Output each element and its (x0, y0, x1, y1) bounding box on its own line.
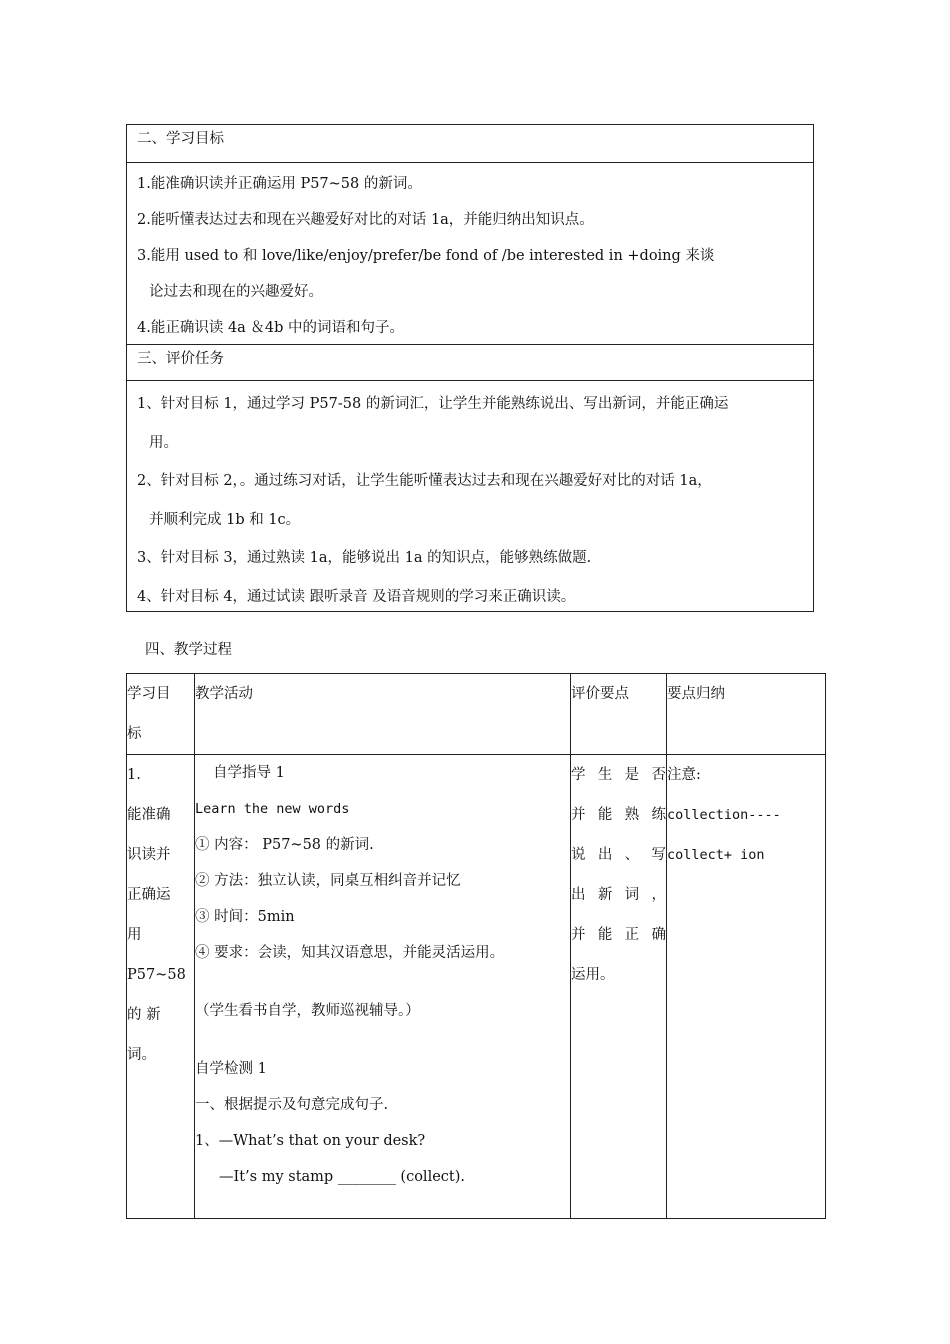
teacher-note: （学生看书自学，教师巡视辅导。） (195, 1003, 420, 1019)
table-header-row (127, 674, 826, 755)
header-activity (195, 674, 571, 755)
evaluation-line: 出 新 词 ， (571, 887, 666, 903)
exercise-title: 一、根据提示及句意完成句子. (195, 1097, 389, 1113)
guide-time: ③ 时间：5min (195, 909, 295, 925)
summary-line: 注意: (667, 767, 701, 783)
row1-activity (195, 755, 571, 1219)
spacer (195, 971, 570, 993)
header-evaluation (571, 674, 667, 755)
goal-line: 的 新 (127, 1007, 161, 1023)
evaluation-tasks-list (127, 381, 813, 616)
teaching-process-title: 四、教学过程 (145, 642, 232, 658)
goal-line: 1. (127, 767, 141, 783)
summary-line: collection---- (667, 807, 781, 823)
header-goal-line-1: 学习目 (127, 686, 171, 702)
table-row (127, 755, 826, 1219)
row1-evaluation (571, 755, 667, 1219)
goal-item-4: 4.能正确识读 4a ＆4b 中的词语和句子。 (137, 320, 405, 336)
goal-line: 识读并 (127, 847, 171, 863)
goal-line: 用 (127, 927, 142, 943)
question-1: 1、—What’s that on your desk? (195, 1133, 426, 1149)
evaluation-line: 说 出 、 写 (571, 847, 666, 863)
goal-line: 正确运 (127, 887, 171, 903)
task-item-2: 2、针对目标 2，。通过练习对话，让学生能听懂表达过去和现在兴趣爱好对比的对话 1a， (137, 473, 712, 489)
evaluation-tasks-heading: 三、评价任务 (127, 345, 813, 381)
goal-item-3-continued: 论过去和现在的兴趣爱好。 (149, 284, 323, 300)
spacer (195, 1029, 570, 1051)
row1-summary (667, 755, 826, 1219)
header-goal-line-2: 标 (127, 726, 142, 742)
teaching-process-table (126, 673, 826, 1219)
question-1-answer: —It’s my stamp ________ (collect). (219, 1169, 466, 1185)
evaluation-tasks-box (126, 344, 814, 612)
header-goal (127, 674, 195, 755)
task-item-4: 4、针对目标 4，通过试读 跟听录音 及语音规则的学习来正确识读。 (137, 588, 576, 605)
goal-item-2: 2.能听懂表达过去和现在兴趣爱好对比的对话 1a，并能归纳出知识点。 (137, 212, 594, 228)
self-study-guide-title: 自学指导 1 (213, 765, 285, 781)
guide-requirement: ④ 要求：会读，知其汉语意思，并能灵活运用。 (195, 945, 505, 961)
header-evaluation-label: 评价要点 (571, 686, 629, 702)
goal-item-1: 1.能准确识读并正确运用 P57~58 的新词。 (137, 176, 422, 192)
goal-line: P57~58 (127, 967, 186, 983)
learning-goals-box (126, 124, 814, 345)
task-item-1: 1、针对目标 1，通过学习 P57-58 的新词汇，让学生并能熟练说出、写出新词，并能正确运 (137, 396, 729, 412)
summary-line: collect+ ion (667, 847, 765, 863)
task-item-3: 3、针对目标 3，通过熟读 1a，能够说出 1a 的知识点，能够熟练做题. (137, 550, 592, 566)
self-check-title: 自学检测 1 (195, 1061, 267, 1077)
task-item-2-continued: 并顺利完成 1b 和 1c。 (149, 511, 301, 528)
guide-method: ② 方法：独立认读，同桌互相纠音并记忆 (195, 873, 461, 889)
learning-goals-list (127, 163, 813, 346)
header-summary (667, 674, 826, 755)
learning-goals-heading: 二、学习目标 (127, 125, 813, 163)
row1-goal (127, 755, 195, 1219)
goal-line: 词。 (127, 1047, 156, 1063)
evaluation-line: 并 能 正 确 (571, 927, 666, 943)
evaluation-line: 并 能 熟 练 (571, 807, 666, 823)
header-summary-label: 要点归纳 (667, 686, 725, 702)
evaluation-line: 学 生 是 否 (571, 767, 666, 783)
evaluation-line: 运用。 (571, 967, 615, 983)
goal-item-3: 3.能用 used to 和 love/like/enjoy/prefer/be fond of /be interested in +doing 来谈 (137, 248, 715, 264)
task-item-1-continued: 用。 (149, 434, 178, 451)
header-activity-label: 教学活动 (195, 686, 253, 702)
goal-line: 能准确 (127, 807, 171, 823)
learn-new-words: Learn the new words (195, 801, 350, 817)
guide-content: ① 内容： P57~58 的新词. (195, 837, 374, 853)
